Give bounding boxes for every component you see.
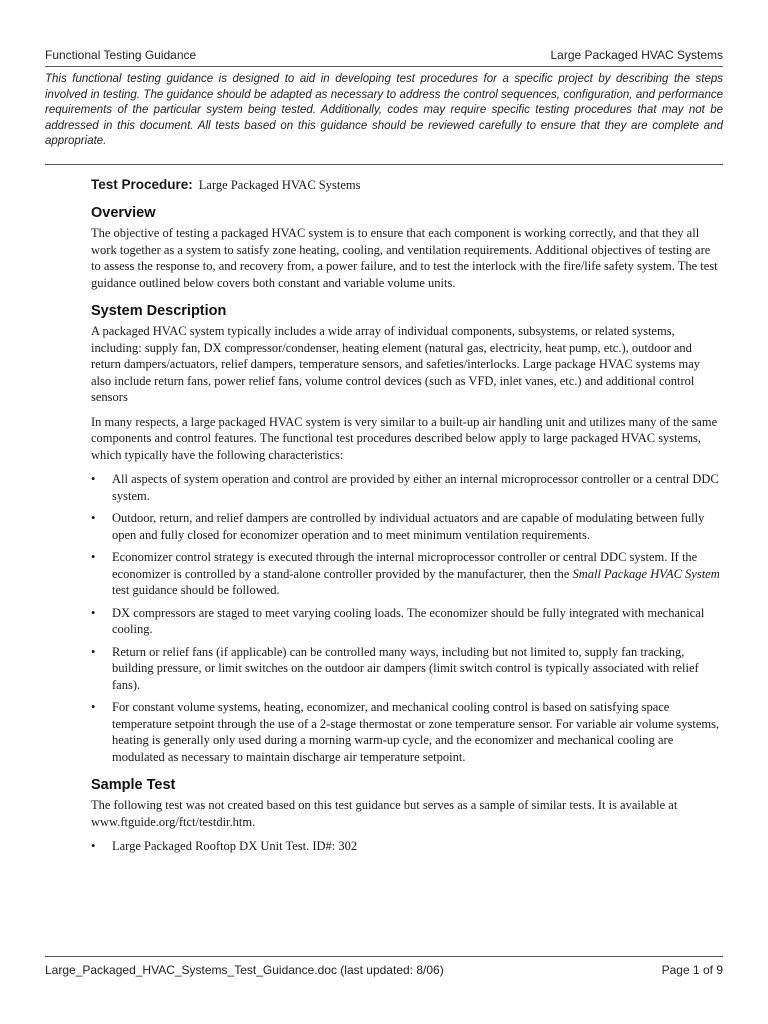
bullet-marker: • — [91, 700, 96, 714]
list-item-text: Large Packaged Rooftop DX Unit Test. ID#: 302 — [112, 839, 358, 853]
list-item — [91, 605, 723, 638]
list-item — [91, 699, 723, 765]
overview-section — [91, 205, 723, 291]
page-header — [45, 46, 723, 64]
list-item-text: Outdoor, return, and relief dampers are controlled by individual actuators and are capable of modulating between fully open and fully closed for economizer operation and to meet minimum ventilation requirements. — [112, 511, 705, 542]
bullet-marker: • — [91, 839, 96, 853]
small-package-guidance-title: Small Package HVAC System — [572, 566, 720, 581]
list-item-text: Return or relief fans (if applicable) can be controlled many ways, including but not limited to, supply fan tracking, building pressure, or limit switches on the outdoor air dampers (limit switch control is typically associated with relief fans). — [112, 644, 699, 692]
list-item-text: All aspects of system operation and control are provided by either an internal microprocessor controller or a central DDC system. — [112, 472, 719, 503]
page-footer — [45, 962, 723, 978]
system-description-section — [91, 303, 723, 765]
system-description-para-1: A packaged HVAC system typically includes a wide array of individual components, subsystems, or related systems, including: supply fan, DX compressor/condenser, heating element (natural gas, electricity, heat pump, etc.), outdoor and return dampers/actuators, relief dampers, temperature sensors, and safeties/interlocks. Large package HVAC systems may also include return fans, power relief fans, volume control devices (such as VFD, inlet vanes, etc.) and additional control sensors — [91, 324, 701, 404]
list-item-text — [112, 550, 720, 597]
sample-test-heading: Sample Test — [91, 777, 176, 793]
footer-page-number: Page 1 of 9 — [661, 963, 723, 977]
document-body — [91, 177, 723, 867]
test-procedure-label: Test Procedure: — [91, 177, 193, 192]
list-item — [91, 838, 723, 855]
test-procedure-line — [91, 177, 723, 193]
list-item — [91, 644, 723, 694]
footer-divider — [45, 956, 723, 957]
list-item — [91, 510, 723, 543]
characteristics-list — [91, 471, 723, 765]
overview-text: The objective of testing a packaged HVAC system is to ensure that each component is working correctly, and that they all work together as a system to satisfy zone heating, cooling, and ventilation requirements. Additional objectives of testing are to assess the response to, and recovery from, a power failure, and to test the interlock with the fire/life safety system. The test guidance outlined below covers both constant and variable volume units. — [91, 226, 718, 290]
system-description-heading: System Description — [91, 303, 227, 319]
sample-test-text: The following test was not created based on this test guidance but serves as a sample of similar tests. It is available at www.ftguide.org/ftct/testdir.htm. — [91, 798, 678, 829]
list-item-text: DX compressors are staged to meet varying cooling loads. The economizer should be fully integrated with mechanical cooling. — [112, 605, 705, 636]
list-item — [91, 549, 723, 599]
intro-disclaimer: This functional testing guidance is designed to aid in developing test procedures for a specific project by describing the steps involved in testing. The guidance should be adapted as necessary to address the control sequences, configuration, and performance requirements of the particular system being tested. Additionally, codes may require specific testing procedures that may not be addressed in this document. All tests based on this guidance should be reviewed carefully to ensure that they are complete and appropriate. — [45, 73, 723, 147]
test-procedure-value: Large Packaged HVAC Systems — [198, 178, 361, 192]
footer-filename: Large_Packaged_HVAC_Systems_Test_Guidance.doc (last updated: 8/06) — [45, 963, 444, 977]
header-right-title: Large Packaged HVAC Systems — [550, 48, 723, 62]
intro-divider — [45, 164, 723, 165]
bullet-marker: • — [91, 644, 96, 659]
sample-test-section — [91, 777, 723, 855]
bullet-marker: • — [91, 550, 96, 564]
header-divider — [45, 66, 723, 67]
bullet-marker: • — [91, 472, 96, 486]
sample-test-list — [91, 838, 723, 855]
header-left-title: Functional Testing Guidance — [45, 48, 197, 62]
bullet-marker: • — [91, 605, 96, 620]
list-item-text-after: test guidance should be followed. — [112, 583, 280, 597]
bullet-marker: • — [91, 511, 96, 525]
list-item — [91, 471, 723, 504]
overview-heading: Overview — [91, 205, 156, 221]
list-item-text-before: Economizer control strategy is executed through the internal microprocessor controller or central DDC system. If the economizer is controlled by a stand-alone controller provided by the manufacturer, then the — [112, 550, 698, 581]
system-description-para-2: In many respects, a large packaged HVAC system is very similar to a built-up air handling unit and utilizes many of the same components and control features. The functional test procedures described below apply to large packaged HVAC systems, which typically have the following characteristics: — [91, 414, 718, 462]
list-item-text: For constant volume systems, heating, economizer, and mechanical cooling control is based on satisfying space temperature setpoint through the use of a 2-stage thermostat or zone temperature sensor. For variable air volume systems, heating is generally only used during a morning warm-up cycle, and the economizer and mechanical cooling are modulated as necessary to maintain discharge air temperature setpoint. — [112, 700, 720, 764]
